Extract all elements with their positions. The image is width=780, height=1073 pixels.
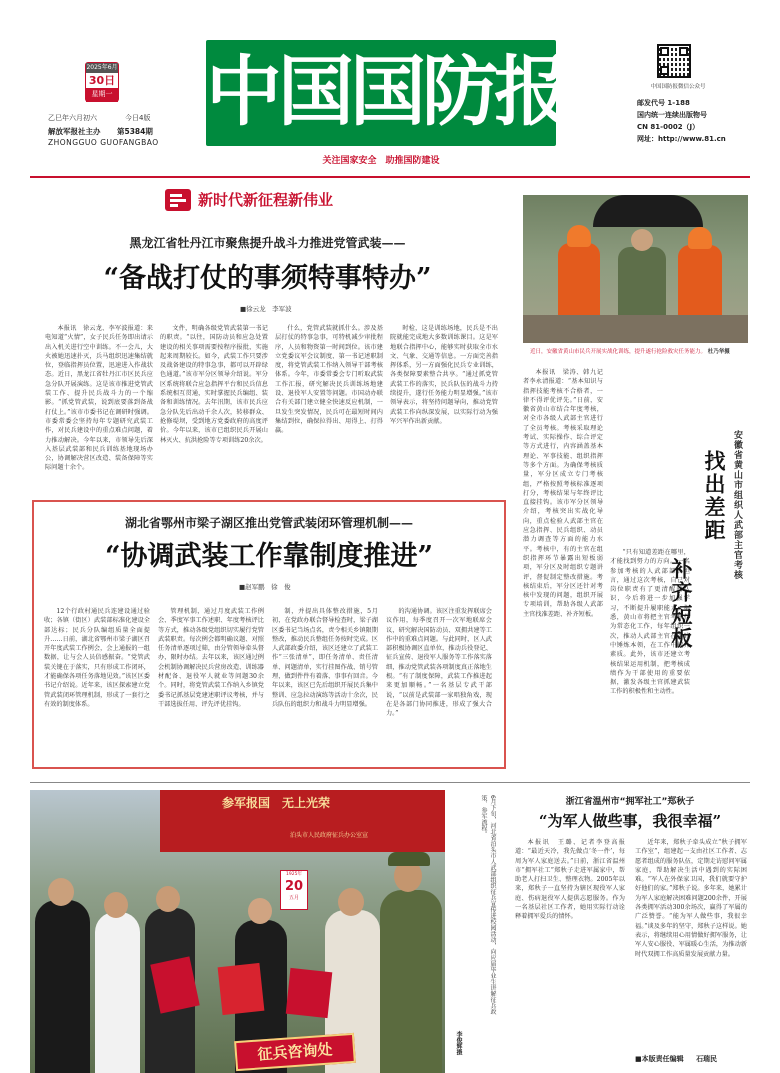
section-banner	[165, 188, 365, 212]
feature-column-3: 制，并提出具体整改措施，5月初，在党政办联合督导检查时，梁子湖区委书记当场点名，责令相关乡镇限期整改，推动民兵整组任务按时完成。区人武部政委介绍，该区还建立了武装工作“三张清单”，即任务清单、责任清单、问题清单，实行挂图作战、销号管理，做到件件有着落、事事有回音。今年以来，该区已先后组织开展民兵集中整训、应急拉动演练等活动十余次，民兵队伍的组织力和战斗力明显增强。	[272, 608, 378, 708]
calendar-prop	[280, 870, 308, 910]
recruit-banner-title: 参军报国 无上光荣	[222, 796, 331, 810]
calendar-day: 20	[284, 879, 304, 894]
feature-column-4: 的沟通协调。该区注重发挥联席会议作用，每季度召开一次军地联席会议，研究解决国防动员、双拥共建等工作中的重难点问题。与此同时，区人武部积极协调区直单位，推动兵役登记、征兵宣传、退役军人服务等工作落实落细，推动党管武装各项制度真正落地生根。“有了制度保障，武装工作推进起来更加顺畅。”一名基层专武干部说，“以前是武装部一家唱独角戏，现在是各部门协同推进，形成了强大合力。”	[386, 608, 492, 718]
lead-kicker: 黑龙江省牡丹江市聚焦提升战斗力推进党管武装——	[129, 236, 406, 250]
photo-story-caption	[452, 795, 497, 1070]
bottom-headline[interactable]: “为军人做些事，我很幸福”	[538, 812, 722, 830]
bottom-column-2	[635, 838, 747, 1046]
section-banner-label: 新时代新征程新伟业	[198, 191, 334, 209]
lead-byline: ■徐云龙 李军波	[240, 305, 292, 313]
lead-column-3: 什么，党管武装就抓什么。涉及基层打仗的特事急事，可特机减少审批程序，人员和物资第一时间到位。该市建立党委议军会议制度、第一书记述职制度，将党管武装工作纳入领导干部考核体系。今年，市委常委会专门听取武装工作汇报，研究解决民兵训练场地建设、退役军人安置等问题。市国动办联合有关部门建立健全快速反应机制，一旦发生突发情况，民兵可在最短时间内集结到位，确保拉得出、用得上、打得赢。	[275, 325, 383, 435]
editor-label: ■本版责任编辑	[635, 1055, 684, 1063]
issue-number: 第5384期	[117, 127, 153, 136]
page-count: 今日4版	[125, 114, 151, 122]
qr-caption: 中国国防报微信公众号	[650, 84, 706, 90]
lead-story	[30, 218, 505, 472]
calendar-month: 五月	[288, 895, 299, 901]
lead-column-4: 时检，这是训练场地，民兵是不出院就能完成地大多数训练课目。这是军地联合指挥中心，能够实时获取全市水文、气象、交通等信息。一方面完善指挥体系，另一方面强化民兵专业训练，各类保障要素整合共享。“通过抓党管武装工作的落实，民兵队伍的战斗力持续提升，遂行任务能力明显增强。”该市领导表示，将坚持问题导向，推动党管武装工作向纵深发展，以实际行动为强军兴军作出新贡献。	[390, 325, 498, 425]
masthead-title: 中国国防报	[206, 47, 566, 136]
sidebar-story	[523, 368, 748, 776]
sidebar-kicker: 安徽省黄山市组织人武部主官考核	[732, 430, 742, 580]
feature-column-2: 管理机制，通过月度武装工作例会、季度军事工作述职、年度考核评比等方式，推动各级党组织切实履行党管武装职责。每次例会都明确议题、对照任务清单逐项过筛，由分管领导牵头督办，限时办结。去年以来，该区通过例会机制协调解决民兵营房改造、训练器材配备、退役军人就业等问题30余个。同时，将党管武装工作纳入乡镇党委书记抓基层党建述职评议考核，并与干部选拔任用、评先评优挂钩。	[158, 608, 264, 708]
sidebar-text-4: 此外，该市还建立考核结果运用机制，把考核成绩作为干部使用的重要依据，激发各级主官抓建武装工作的积极性和主动性。	[610, 651, 691, 696]
bottom-story	[510, 790, 750, 1073]
masthead-divider	[30, 176, 750, 178]
lead-photo-caption	[530, 348, 745, 356]
sidebar-text-1: 本报讯 梁涛、韩九记者李永清报道：“基本知识与指挥技能考核不合格者，一律不得评优评先。”日前，安徽省黄山市结合年度考核，对全市各级人武部主官进行了全员考核。考核采取理论考试、实际操作、综合评定等方式进行，内容涵盖基本理论、军事技能、组织指挥等多个方面。为确保考核质量，军分区成立专门考核组，严格按照考核标准逐项打分，考核结果与年终评比直接挂钩。	[523, 369, 603, 507]
sidebar-text-3: “只有知道差距在哪里，才能找到努力的方向。”一名参加考核的人武部部长坦言，通过这次考核，自己对岗位职责有了更清醒的认识，今后将进一步加强学习，不断提升履职能力。据悉，黄山市将把主官考核作为常态化工作，每年组织一次，推动人武部主官在实践中锤炼本领，在工作中提升素质。	[610, 549, 690, 659]
lunar-date: 乙巳年六月初六	[48, 114, 97, 122]
photo-story-image[interactable]	[30, 790, 445, 1073]
lead-column-2: 文件，明确各级党管武装第一书记的职责。“以往，国防动员和应急处置建设的相关事项需要按程序报批，实施起来周期较长。如今，武装工作只要涉及战备建设的特事急事，都可以开辟绿色通道。”该市军分区领导介绍说。军分区系统将联合应急指挥平台和民兵信息系统相互贯通，实时掌握民兵编组、装备和训练情况。去年汛期，该市民兵应急分队先后出动千余人次，转移群众、抢修堤坝，受到地方党委政府的高度评价。今年以来，该市已组织民兵开展山林灭火、抗洪抢险等专项训练20余次。	[160, 325, 268, 444]
date-weekday: 星期一	[86, 88, 118, 102]
masthead	[0, 0, 780, 176]
cn-label: 国内统一连续出版物号	[637, 111, 707, 119]
sidebar-text-2: 该市军分区领导介绍，考核突出实战化导向，重点检验人武部主官在应急指挥、民兵组织、动员潜力调查等方面的能力水平。考核中，有的主官在组织指挥环节暴露出短板弱项，军分区及时组织专题讲评，督促制定整改措施。考核结束后，军分区还针对考核中发现的问题，组织开展专项培训，帮助各级人武部主官找准差距、补齐短板。	[523, 499, 604, 618]
slogan: 关注国家安全 助推国防建设	[322, 156, 440, 166]
feature-byline: ■赵军鹏 徐 俊	[239, 583, 291, 591]
recruit-banner-credit: 泊头市人民政府征兵办公室宣	[290, 832, 369, 839]
lead-photo-credit: 杜乃华摄	[707, 349, 730, 355]
lower-divider	[30, 782, 750, 783]
bottom-text-3: “能为军人做些事，我很幸福。”谈及多年的坚守，郑秋子这样说。她表示，将继续用心用情做好拥军服务，让军人安心服役、军属暖心生活，为推动新时代双拥工作高质量发展贡献力量。	[635, 913, 747, 958]
qr-code-icon	[657, 44, 691, 78]
lead-column-1: 本报讯 徐云龙、李军波报道：来电知道“火情”，女子民兵任务即出请示出入机关进行空中训练。不一会儿，大火被她迅速扑灭，兵马组织迅速集结就位，登临指挥员位置，迅速进入作战状态。近日，黑龙江省牡丹江市区民兵应急分队开展演练。这是该市推进党管武装工作、提升民兵战斗力的一个缩影。“抓党管武装，说到底要落到备战打仗上。”该市市委书记在调研时强调。市委常委会坚持每年专题研究武装工作，对民兵建设中的重点难点问题，着力推动解决。今年以来，市领导先后深入基层武装部和民兵训练基地现场办公，协调解决营区改造、装备保障等实际问题十余个。	[45, 325, 153, 472]
recruit-banner	[160, 790, 445, 852]
bottom-kicker: 浙江省温州市“拥军社工”郑秋子	[565, 797, 695, 807]
feature-story	[32, 500, 506, 769]
publisher: 解放军报社主办	[48, 127, 101, 136]
sidebar-column-1	[523, 368, 603, 776]
calendar-year: 1925年	[286, 872, 302, 877]
lead-photo-caption-text: 近日，安徽省黄山市民兵开展实战化训练，提升遂行抢险救灾任务能力。	[530, 349, 707, 355]
photo-story-caption-text: 6月下旬，河北省泊头市人武部组织征兵宣传进校园活动，向应届毕业生讲解征兵政策、参军流程。	[480, 795, 496, 1015]
lead-headline[interactable]: “备战打仗的事须特事特办”	[103, 263, 432, 294]
date-box	[85, 62, 119, 102]
website-link[interactable]: 网址：http://www.81.cn	[637, 135, 726, 143]
sidebar-headline-line2[interactable]: 补齐短板	[669, 558, 694, 650]
cn-number: CN 81-0002（J）	[637, 123, 700, 131]
section-logo-icon	[165, 189, 191, 211]
lead-photo[interactable]	[523, 195, 748, 343]
feature-headline[interactable]: “协调武装工作靠制度推进”	[104, 541, 434, 572]
photo-story-credit: 李俊辉摄	[455, 1031, 462, 1055]
feature-kicker: 湖北省鄂州市梁子湖区推出党管武装闭环管理机制——	[124, 516, 413, 530]
title-pinyin: ZHONGGUO GUOFANGBAO	[48, 138, 159, 147]
postal-code: 邮发代号 1-188	[637, 99, 690, 107]
masthead-title-block	[206, 40, 566, 146]
signboard-text: 征兵咨询处	[256, 1040, 334, 1064]
bottom-text-2: 近年来，郑秋子牵头成立“秋子拥军工作室”，组建起一支由社区工作者、志愿者组成的服务队伍，定期走访慰问军属家庭，帮助解决生活中遇到的实际困难。“军人在外保家卫国，我们就要守护好他们的家。”郑秋子说。多年来，她累计为军人家庭解决困难问题200余件，开展各类拥军活动300余场次，赢得了军属的广泛赞誉。	[635, 839, 747, 921]
sidebar-headline-line1[interactable]: 找出差距	[702, 450, 727, 542]
bottom-column-1: 本报讯 王璐、记者李登高报道：“最近天冷，我先做点‘冬一件’，每周为军人家庭送去。”日前，浙江省温州市“拥军社工”郑秋子走进军属家中，帮助老人打扫卫生、整理衣物。2005年以来，郑秋子一直坚持为辖区现役军人家庭、伤病退役军人提供志愿服务。作为一名基层社区工作者，她用实际行动诠释着拥军爱兵的情怀。	[515, 839, 625, 921]
date-year-month: 2025年6月	[86, 64, 118, 71]
date-day: 30日	[88, 74, 116, 87]
editor-credit	[635, 1054, 717, 1064]
feature-column-1: 12个行政村通民兵连建设通过验收；各镇（街区）武装部标准化建设全部达标；民兵分队编组质量全面提升……日前，湖北省鄂州市梁子湖区召开年度武装工作例会，会上通报的一组数据，让与会人员倍感振奋。“党管武装关键在于落实，只有形成工作闭环，才能确保各项任务落地见效。”该区区委书记介绍说。近年来，该区探索建立党管武装闭环管理机制，形成了一套行之有效的制度体系。	[44, 608, 150, 708]
editor-name: 石瑞民	[696, 1055, 718, 1063]
